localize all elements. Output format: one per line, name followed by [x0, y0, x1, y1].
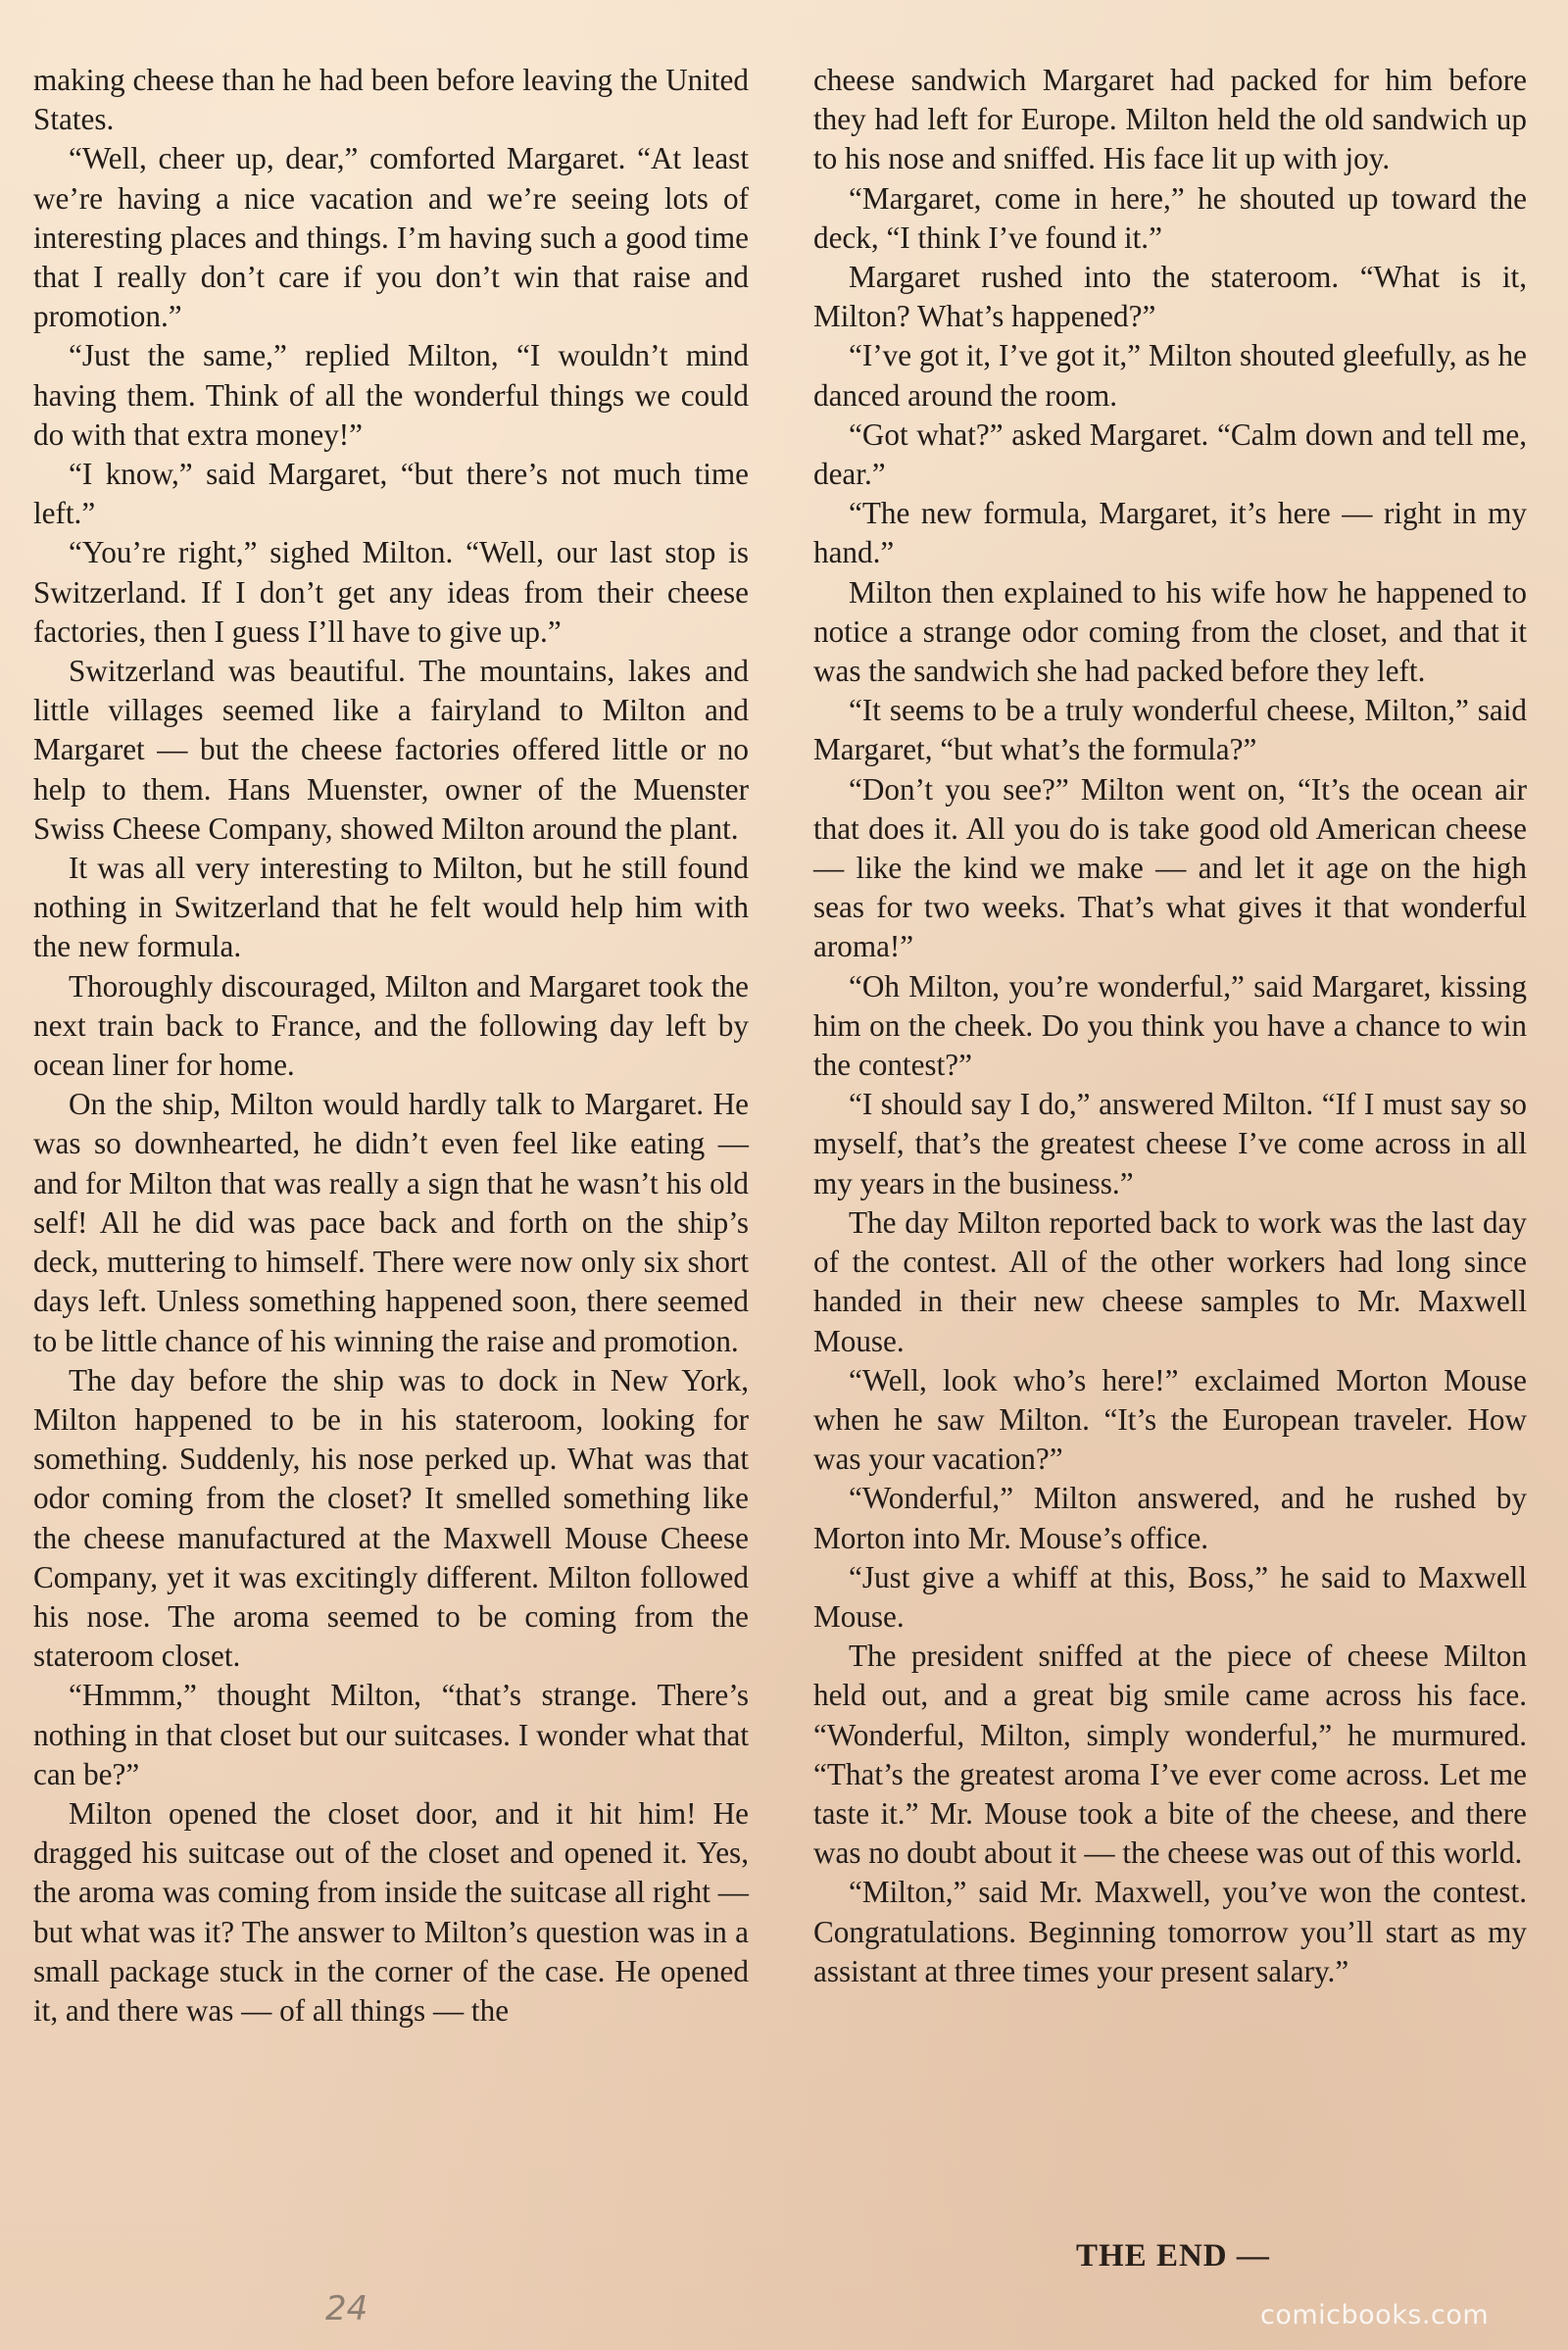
paragraph: “It seems to be a truly wonderful cheese, Milton,” said Margaret, “but what’s the formula?” — [813, 693, 1527, 767]
paragraph: “Don’t you see?” Milton went on, “It’s the ocean air that does it. All you do is take good old American cheese — like the kind we make — and let it age on the high seas for two weeks. That’s what gives it that wonderful aroma!” — [813, 771, 1527, 964]
paragraph: “Oh Milton, you’re wonderful,” said Margaret, kissing him on the cheek. Do you think you have a chance to win the contest?” — [813, 968, 1527, 1083]
paragraph: The day before the ship was to dock in New York, Milton happened to be in his stateroom, looking for something. Suddenly, his nose perked up. What was that odor coming from the closet? It smelled something like the cheese manufactured at the Maxwell Mouse Cheese Company, yet it was excitingly different. Milton followed his nose. The aroma seemed to be coming from the stateroom closet. — [33, 1362, 749, 1674]
paragraph: “Hmmm,” thought Milton, “that’s strange. There’s nothing in that closet but our suitcases. I wonder what that can be?” — [33, 1678, 749, 1791]
paragraph: “Got what?” asked Margaret. “Calm down and tell me, dear.” — [813, 416, 1527, 492]
paragraph: Switzerland was beautiful. The mountains, lakes and little villages seemed like a fairyland to Milton and Margaret — but the cheese factories offered little or no help to them. Hans Muenster, owner of the Muenster Swiss Cheese Company, showed Milton around the plant. — [33, 654, 749, 846]
paragraph: “Well, cheer up, dear,” comforted Margaret. “At least we’re having a nice vacation and we’re seeing lots of interesting places and things. I’m having such a good time that I really don’t care if you don’t win that raise and promotion.” — [33, 141, 749, 334]
paragraph: The day Milton reported back to work was the last day of the contest. All of the other workers had long since handed in their new cheese samples to Mr. Maxwell Mouse. — [813, 1204, 1527, 1358]
paragraph: Margaret rushed into the stateroom. “What is it, Milton? What’s happened?” — [813, 260, 1527, 334]
paragraph: “You’re right,” sighed Milton. “Well, our last stop is Switzerland. If I don’t get any ideas from their cheese factories, then I guess I’ll have to give up.” — [33, 535, 749, 649]
paragraph: “Just give a whiff at this, Boss,” he said to Maxwell Mouse. — [813, 1559, 1527, 1634]
watermark: comicbooks.com — [1260, 2300, 1490, 2330]
paragraph: Thoroughly discouraged, Milton and Margaret took the next train back to France, and the following day left by ocean liner for home. — [33, 968, 749, 1083]
paragraph: “I’ve got it, I’ve got it,” Milton shouted gleefully, as he danced around the room. — [813, 338, 1527, 413]
paragraph: It was all very interesting to Milton, but he still found nothing in Switzerland that he felt would help him with the new formula. — [33, 851, 749, 964]
paragraph: “I should say I do,” answered Milton. “If I must say so myself, that’s the greatest cheese I’ve come across in all my years in the business.” — [813, 1087, 1527, 1200]
page-number: 24 — [325, 2289, 368, 2328]
paragraph: “I know,” said Margaret, “but there’s not much time left.” — [33, 457, 749, 531]
paragraph: “Wonderful,” Milton answered, and he rushed by Morton into Mr. Mouse’s office. — [813, 1481, 1527, 1555]
paragraph: “Well, look who’s here!” exclaimed Morton Mouse when he saw Milton. “It’s the European traveler. How was your vacation?” — [813, 1362, 1527, 1477]
paragraph: The president sniffed at the piece of cheese Milton held out, and a great big smile came across his face. “Wonderful, Milton, simply wonderful,” he murmured. “That’s the greatest aroma I’ve ever come across. Let me taste it.” Mr. Mouse took a bite of the cheese, and there was no doubt about it — the cheese was out of this world. — [813, 1639, 1527, 1871]
paragraph: “Milton,” said Mr. Maxwell, you’ve won the contest. Congratulations. Beginning tomorrow you’ll start as my assistant at three times your present salary.” — [813, 1875, 1527, 1988]
left-text-column — [33, 61, 749, 2031]
paragraph: making cheese than he had been before leaving the United States. — [33, 63, 749, 137]
the-end-label: THE END — — [1076, 2238, 1270, 2274]
paragraph: Milton opened the closet door, and it hit him! He dragged his suitcase out of the closet and opened it. Yes, the aroma was coming from inside the suitcase all right — but what was it? The answer to Milton’s question was in a small package stuck in the corner of the case. He opened it, and there was — of all things — the — [33, 1795, 749, 2028]
paragraph: “The new formula, Margaret, it’s here — right in my hand.” — [813, 496, 1527, 570]
paragraph: “Just the same,” replied Milton, “I wouldn’t mind having them. Think of all the wonderful things we could do with that extra money!” — [33, 338, 749, 452]
paragraph: Milton then explained to his wife how he happened to notice a strange odor coming from the closet, and that it was the sandwich she had packed before they left. — [813, 574, 1527, 689]
right-text-column — [813, 61, 1527, 1991]
paragraph: On the ship, Milton would hardly talk to Margaret. He was so downhearted, he didn’t even feel like eating — and for Milton that was really a sign that he wasn’t his old self! All he did was pace back and forth on the ship’s deck, muttering to himself. There were now only six short days left. Unless something happened soon, there seemed to be little chance of his winning the raise and promotion. — [33, 1087, 749, 1358]
paragraph: “Margaret, come in here,” he shouted up toward the deck, “I think I’ve found it.” — [813, 180, 1527, 255]
paragraph: cheese sandwich Margaret had packed for him before they had left for Europe. Milton held the old sandwich up to his nose and sniffed. His face lit up with joy. — [813, 63, 1527, 176]
